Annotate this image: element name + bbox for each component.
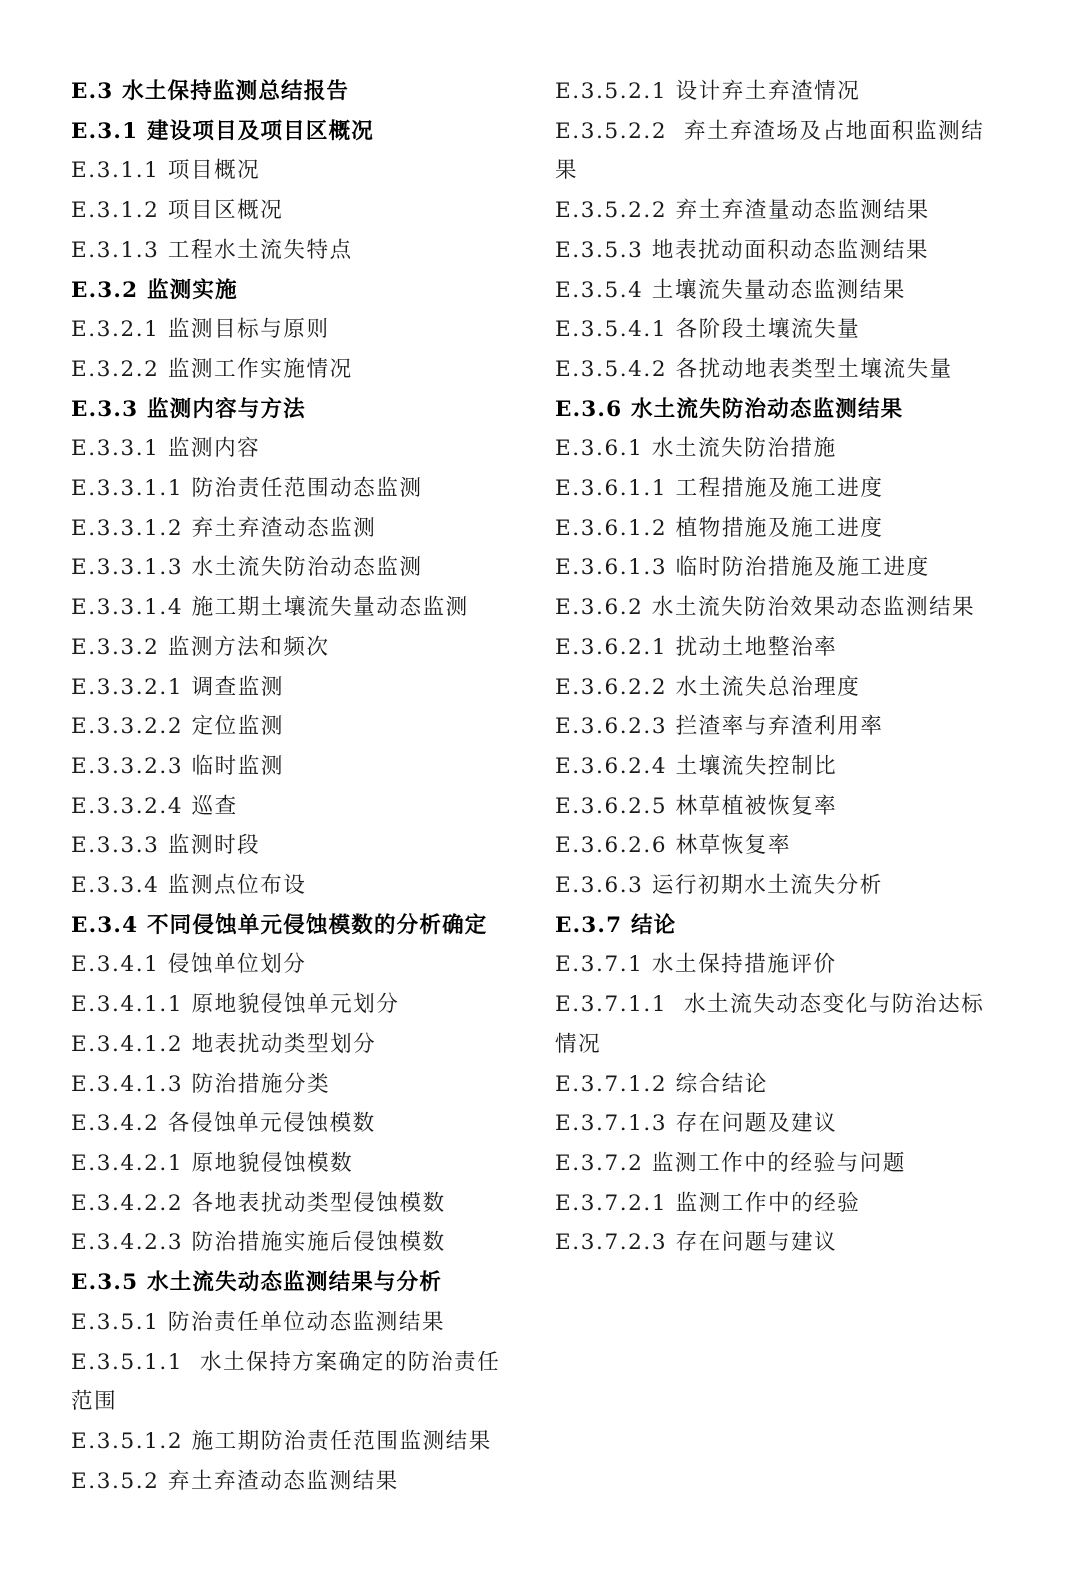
toc-entry: E.3.4.1 侵蚀单位划分 [71, 952, 307, 978]
toc-entry: E.3.4.1.2 地表扰动类型划分 [71, 1031, 377, 1057]
toc-entry: E.3.4.2.1 原地貌侵蚀模数 [71, 1150, 354, 1176]
toc-entry: E.3.6.1 水土流失防治措施 [555, 436, 837, 462]
toc-entry: E.3.6.2 水土流失防治效果动态监测结果 [555, 595, 976, 621]
toc-entry: E.3.5.2.2 弃土弃渣场及占地面积监测结果 [555, 118, 985, 184]
toc-entry: E.3.5.4.1 各阶段土壤流失量 [555, 317, 861, 343]
toc-entry: E.3.1.2 项目区概况 [71, 198, 284, 224]
toc-entry: E.3.4.2.2 各地表扰动类型侵蚀模数 [71, 1190, 446, 1216]
toc-section-heading: E.3.6 水土流失防治动态监测结果 [555, 396, 904, 422]
toc-entry: E.3.3.1.4 施工期土壤流失量动态监测 [71, 595, 469, 621]
toc-entry: E.3.7.2.3 存在问题与建议 [555, 1230, 838, 1256]
toc-entry: E.3.5.1.1 水土保持方案确定的防治责任范围 [71, 1349, 501, 1415]
toc-entry: E.3.6.2.3 拦渣率与弃渣利用率 [555, 714, 884, 740]
toc-entry: E.3.3.1.2 弃土弃渣动态监测 [71, 515, 377, 541]
toc-section-heading: E.3.4 不同侵蚀单元侵蚀模数的分析确定 [71, 912, 488, 938]
toc-entry: E.3.3.1 监测内容 [71, 436, 261, 462]
toc-entry: E.3.7.1 水土保持措施评价 [555, 952, 837, 978]
toc-entry: E.3.6.1.3 临时防治措施及施工进度 [555, 555, 930, 581]
toc-entry: E.3.7.1.3 存在问题及建议 [555, 1111, 838, 1137]
toc-entry: E.3.7.1.2 综合结论 [555, 1071, 768, 1097]
toc-entry: E.3.3.1.3 水土流失防治动态监测 [71, 555, 423, 581]
toc-left-column [71, 72, 521, 1501]
toc-entry: E.3.5.2.2 弃土弃渣量动态监测结果 [555, 198, 930, 224]
toc-entry: E.3.5.4.2 各扰动地表类型土壤流失量 [555, 356, 953, 382]
toc-entry: E.3.3.1.1 防治责任范围动态监测 [71, 476, 423, 502]
toc-entry: E.3.1.1 项目概况 [71, 158, 261, 184]
toc-entry: E.3.5.2 弃土弃渣动态监测结果 [71, 1468, 399, 1494]
toc-section-heading: E.3.2 监测实施 [71, 277, 238, 303]
toc-entry: E.3.3.2.3 临时监测 [71, 753, 284, 779]
toc-section-heading: E.3.7 结论 [555, 912, 677, 938]
toc-entry: E.3.5.2.1 设计弃土弃渣情况 [555, 79, 861, 104]
toc-entry: E.3.3.2.4 巡查 [71, 793, 238, 819]
toc-entry: E.3.6.1.2 植物措施及施工进度 [555, 515, 884, 541]
toc-entry: E.3.4.1.3 防治措施分类 [71, 1071, 331, 1097]
toc-entry: E.3.4.1.1 原地貌侵蚀单元划分 [71, 992, 400, 1018]
toc-entry: E.3.2.1 监测目标与原则 [71, 317, 330, 343]
toc-entry: E.3.5.3 地表扰动面积动态监测结果 [555, 237, 930, 263]
toc-entry: E.3.3.2 监测方法和频次 [71, 634, 330, 660]
toc-entry: E.3.5.1.2 施工期防治责任范围监测结果 [71, 1428, 492, 1454]
toc-section-heading: E.3.1 建设项目及项目区概况 [71, 118, 374, 144]
toc-entry: E.3.3.3 监测时段 [71, 833, 261, 859]
toc-entry: E.3.6.2.1 扰动土地整治率 [555, 634, 838, 660]
toc-right-column [555, 72, 1005, 1263]
toc-entry: E.3.7.2.1 监测工作中的经验 [555, 1190, 861, 1216]
toc-entry: E.3.7.2 监测工作中的经验与问题 [555, 1150, 906, 1176]
toc-entry: E.3.3.2.1 调查监测 [71, 674, 284, 700]
toc-entry: E.3.6.1.1 工程措施及施工进度 [555, 476, 884, 502]
toc-entry: E.3.4.2 各侵蚀单元侵蚀模数 [71, 1111, 376, 1137]
toc-entry: E.3.3.2.2 定位监测 [71, 714, 284, 740]
toc-entry: E.3.1.3 工程水土流失特点 [71, 237, 353, 263]
toc-entry: E.3.6.3 运行初期水土流失分析 [555, 873, 883, 899]
toc-entry: E.3.5.1 防治责任单位动态监测结果 [71, 1309, 446, 1335]
toc-entry: E.3.6.2.5 林草植被恢复率 [555, 793, 838, 819]
toc-entry: E.3.4.2.3 防治措施实施后侵蚀模数 [71, 1230, 446, 1256]
toc-entry: E.3.6.2.4 土壤流失控制比 [555, 753, 838, 779]
toc-entry: E.3.6.2.6 林草恢复率 [555, 833, 792, 859]
toc-entry: E.3.5.4 土壤流失量动态监测结果 [555, 277, 906, 303]
toc-section-heading: E.3.3 监测内容与方法 [71, 396, 306, 422]
toc-entry: E.3.2.2 监测工作实施情况 [71, 356, 353, 382]
toc-section-heading: E.3 水土保持监测总结报告 [71, 79, 350, 104]
toc-section-heading: E.3.5 水土流失动态监测结果与分析 [71, 1270, 443, 1296]
toc-entry: E.3.3.4 监测点位布设 [71, 873, 307, 899]
toc-entry: E.3.6.2.2 水土流失总治理度 [555, 674, 861, 700]
toc-entry: E.3.7.1.1 水土流失动态变化与防治达标情况 [555, 992, 985, 1057]
